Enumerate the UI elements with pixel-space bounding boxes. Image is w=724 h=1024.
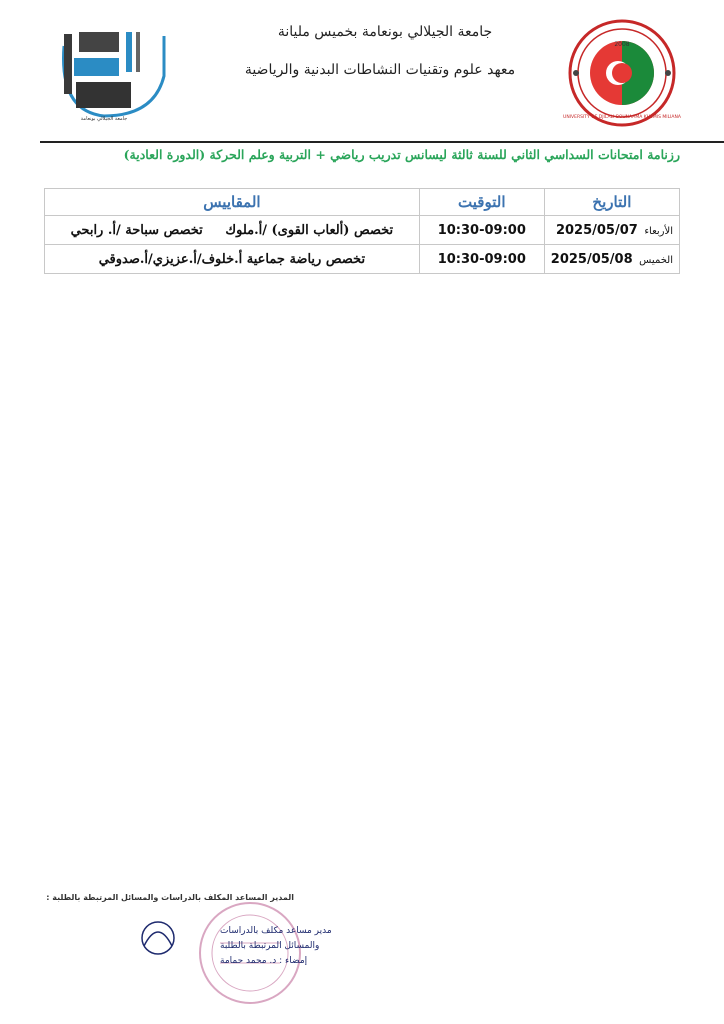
document-title: رزنامة امتحانات السداسي الثاني للسنة ثالثة ليسانس تدريب رياضي + التربية وعلم الحركة (الدورة العادية) [123,147,680,162]
handwritten-line-3: إمضاء : د. محمد حمامة [220,956,308,966]
seal-caption: UNIVERSITY OF DJILALI BOUNAAMA KHEMIS MILIANA [563,115,681,120]
header-date: التاريخ [544,189,679,216]
row-date: 2025/05/08 [550,251,633,267]
institute-name: معهد علوم وتقنيات النشاطات البدنية والرياضية [244,62,516,78]
row-day: الخميس [639,254,673,266]
table-row [45,245,680,274]
header-divider [40,141,724,143]
row-date: 2025/05/07 [555,222,638,238]
handwritten-line-2: والمسائل المرتبطة بالطلبة [220,941,320,951]
row-time: 10:30-09:00 [419,216,544,245]
table-header-row [45,189,680,216]
header-subjects: المقاييس [45,189,420,216]
row-date-cell [544,245,679,274]
handwritten-line-1: مدير مساعد مكلف بالدراسات [220,926,332,936]
university-name: جامعة الجيلالي بونعامة بخميس مليانة [277,24,493,40]
exam-schedule-table [44,188,680,274]
signatory-title: المدير المساعد المكلف بالدراسات والمسائل المرتبطة بالطلبة : [46,893,294,902]
header-time: التوقيت [419,189,544,216]
row-date-cell [544,216,679,245]
row-subject: تخصص (ألعاب القوى) /أ.ملوك تخصص سباحة /أ. رابحي [45,216,420,245]
university-seal-logo [562,18,682,128]
university-wordmark-logo [44,16,174,126]
table-row [45,216,680,245]
row-day: الأربعاء [644,225,673,237]
wordmark-caption: جامعة الجيلالي بونعامة [80,116,128,122]
signature-stamp [80,888,332,1008]
seal-year: 2008 [614,41,630,48]
row-time: 10:30-09:00 [419,245,544,274]
row-subject: تخصص رياضة جماعية أ.خلوف/أ.عزيزي/أ.صدوقي [45,245,420,274]
